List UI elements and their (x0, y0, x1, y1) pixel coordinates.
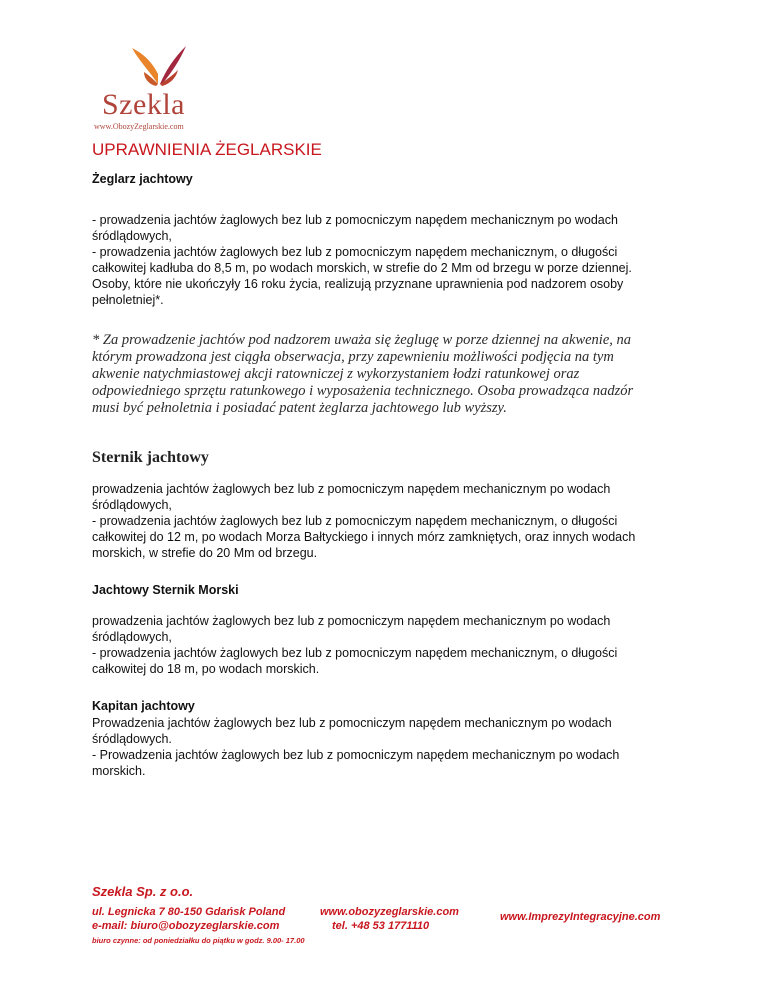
text-line: śródlądowych, (92, 630, 172, 644)
heading-morski: Jachtowy Sternik Morski (92, 583, 239, 597)
text-line: - prowadzenia jachtów żaglowych bez lub z pomocniczym napędem mechanicznym po wodach (92, 213, 618, 227)
document-body (92, 140, 682, 779)
note-line: odpowiedniego sprzętu ratunkowego i wyposażenia technicznego. Osoba prowadząca nadzór (92, 383, 634, 399)
heading-sternik: Sternik jachtowy (92, 449, 209, 466)
text-line: - prowadzenia jachtów żaglowych bez lub z pomocniczym napędem mechanicznym, o długości (92, 514, 618, 528)
text-line: prowadzenia jachtów żaglowych bez lub z pomocniczym napędem mechanicznym po wodach (92, 614, 611, 628)
text-line: Prowadzenia jachtów żaglowych bez lub z pomocniczym napędem mechanicznym po wodach (92, 716, 612, 730)
footer-address: ul. Legnicka 7 80-150 Gdańsk Poland (92, 906, 286, 918)
logo-name: Szekla (102, 88, 185, 121)
text-line: całkowitej do 12 m, po wodach Morza Bałtyckiego i innych mórz zamkniętych, oraz innych wodach (92, 530, 636, 544)
text-line: śródlądowych. (92, 732, 172, 746)
footer-hours: biuro czynne: od poniedziałku do piątku w godz. 9.00- 17.00 (92, 936, 305, 945)
text-line: morskich, w strefie do 20 Mm od brzegu. (92, 546, 318, 560)
zeglarz-text (92, 212, 682, 308)
heading-zeglarz: Żeglarz jachtowy (92, 172, 193, 186)
heading-kapitan: Kapitan jachtowy (92, 699, 195, 713)
company-logo (92, 44, 222, 134)
butterfly-logo-icon (130, 44, 190, 92)
text-line: - Prowadzenia jachtów żaglowych bez lub z pomocniczym napędem mechanicznym po wodach (92, 748, 620, 762)
text-line: morskich. (92, 764, 146, 778)
footer-website-2[interactable]: www.ImprezyIntegracyjne.com (500, 911, 661, 923)
kapitan-text (92, 715, 682, 779)
sternik-text (92, 481, 682, 561)
footer-email[interactable]: e-mail: biuro@obozyzeglarskie.com (92, 920, 280, 932)
footer-website[interactable]: www.obozyzeglarskie.com (320, 906, 459, 918)
note-line: akwenie natychmiastowej akcji ratowniczej z wykorzystaniem łodzi ratunkowej oraz (92, 366, 580, 382)
text-line: śródlądowych, (92, 498, 172, 512)
page-title: UPRAWNIENIA ŻEGLARSKIE (92, 140, 322, 159)
footer-phone: tel. +48 53 1771110 (332, 920, 430, 932)
morski-text (92, 613, 682, 677)
supervision-note (92, 332, 682, 417)
text-line: prowadzenia jachtów żaglowych bez lub z pomocniczym napędem mechanicznym po wodach (92, 482, 611, 496)
note-line: którym prowadzona jest ciągła obserwacja, przy zapewnieniu możliwości podjęcia na tym (92, 349, 614, 365)
note-line: * Za prowadzenie jachtów pod nadzorem uważa się żeglugę w porze dziennej na akwenie, na (92, 332, 632, 348)
text-line: Osoby, które nie ukończyły 16 roku życia, realizują przyznane uprawnienia pod nadzorem osoby (92, 277, 624, 291)
note-line: musi być pełnoletnia i posiadać patent żeglarza jachtowego lub wyższy. (92, 400, 507, 416)
logo-url: www.ObozyZeglarskie.com (94, 122, 184, 131)
text-line: - prowadzenia jachtów żaglowych bez lub z pomocniczym napędem mechanicznym, o długości (92, 245, 618, 259)
text-line: całkowitej kadłuba do 8,5 m, po wodach morskich, w strefie do 2 Mm od brzegu w porze dziennej. (92, 261, 632, 275)
text-line: - prowadzenia jachtów żaglowych bez lub z pomocniczym napędem mechanicznym, o długości (92, 646, 618, 660)
footer-company: Szekla Sp. z o.o. (92, 884, 194, 899)
text-line: pełnoletniej*. (92, 293, 164, 307)
text-line: całkowitej do 18 m, po wodach morskich. (92, 662, 320, 676)
text-line: śródlądowych, (92, 229, 172, 243)
